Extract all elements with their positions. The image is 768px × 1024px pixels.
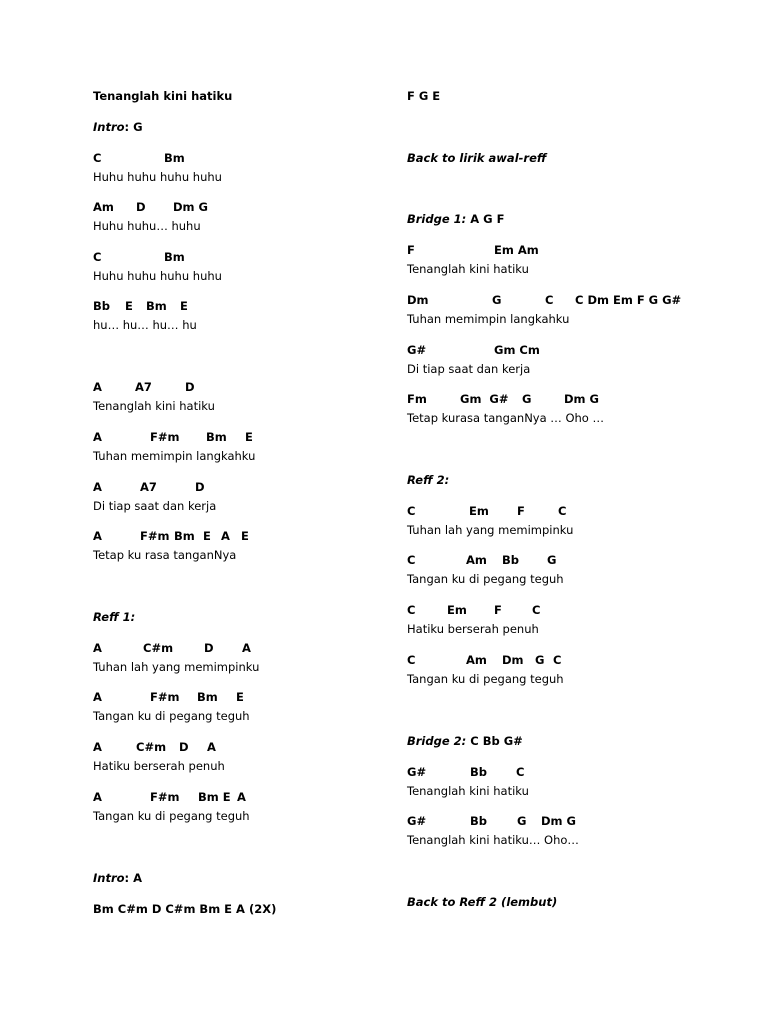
lyric-line: Tangan ku di pegang teguh (93, 809, 250, 823)
intro-line (93, 120, 143, 134)
lyric-line: Huhu huhu huhu huhu (93, 170, 222, 184)
chord: Am (466, 653, 487, 667)
lyric-line: Di tiap saat dan kerja (407, 362, 531, 376)
reff2-label: Reff 2: (407, 473, 450, 487)
chord: C (407, 553, 416, 567)
chord: F (407, 243, 415, 257)
chord: C#m (136, 740, 167, 754)
chord-line (93, 380, 383, 394)
chord: Dm (407, 293, 429, 307)
lyric-line: Tuhan memimpin langkahku (93, 449, 256, 463)
lyric-line: Tangan ku di pegang teguh (407, 672, 564, 686)
chord: C (93, 250, 102, 264)
chord: C (93, 151, 102, 165)
chord: D (136, 200, 146, 214)
chord: C (532, 603, 541, 617)
chord: Bm E (198, 790, 231, 804)
chord: C (558, 504, 567, 518)
back-to-reff2-note: Back to Reff 2 (lembut) (407, 895, 558, 909)
chord: E (241, 529, 249, 543)
chord: F#m (150, 430, 180, 444)
chord-line (93, 480, 383, 494)
lyric-line: hu… hu… hu… hu (93, 318, 197, 332)
chord: Bm (146, 299, 167, 313)
chord: D (204, 641, 214, 655)
chord: Am (466, 553, 487, 567)
chord: C#m (143, 641, 174, 655)
chord: G (535, 653, 545, 667)
chord: C (407, 653, 416, 667)
chord: A7 (140, 480, 157, 494)
chord: A (93, 480, 102, 494)
chord: E (180, 299, 188, 313)
bridge1-line (407, 212, 504, 226)
lyric-line: Tenanglah kini hatiku… Oho… (407, 833, 579, 847)
reff1-label: Reff 1: (93, 610, 136, 624)
lyric-line: Tetap ku rasa tanganNya (93, 548, 237, 562)
chord: C (407, 603, 416, 617)
bridge1-value: A G F (466, 212, 505, 226)
lyric-line: Tangan ku di pegang teguh (407, 572, 564, 586)
chord: G (547, 553, 557, 567)
bridge2-line (407, 734, 523, 748)
lyric-line: Di tiap saat dan kerja (93, 499, 217, 513)
chord-line (407, 343, 737, 357)
chord-line (407, 603, 737, 617)
bridge2-value: C Bb G# (466, 734, 523, 748)
chord: G# (407, 343, 427, 357)
chord: Bm (197, 690, 218, 704)
chord: E (245, 430, 253, 444)
chord: C (407, 504, 416, 518)
chord-line (407, 293, 737, 307)
chord: Gm Cm (494, 343, 540, 357)
chord: Bm (164, 250, 185, 264)
lyric-line: Tenanglah kini hatiku (93, 399, 215, 413)
chord-line (407, 392, 737, 406)
intro-line (93, 871, 142, 885)
chord: Em (469, 504, 489, 518)
chord-line (93, 641, 383, 655)
lyric-line: Hatiku berserah penuh (93, 759, 225, 773)
chord-line (93, 250, 383, 264)
chord: Dm G (564, 392, 599, 406)
chord: F#m (140, 529, 170, 543)
chord: Bm (206, 430, 227, 444)
fge-chords: F G E (407, 89, 441, 103)
bridge1-label: Bridge 1: (407, 212, 467, 226)
chord-line (93, 430, 383, 444)
chord: Bb (470, 765, 487, 779)
chord-line (93, 299, 383, 313)
lyric-line: Tuhan lah yang memimpinku (407, 523, 574, 537)
chord: F#m (150, 690, 180, 704)
chord: D (195, 480, 205, 494)
chord: Em (447, 603, 467, 617)
chord: A7 (135, 380, 152, 394)
chord: Fm (407, 392, 427, 406)
chord: A (237, 790, 246, 804)
chord-line (407, 243, 737, 257)
chord: A (93, 641, 102, 655)
chord: E (203, 529, 211, 543)
chord-line (93, 790, 383, 804)
lyric-line: Tuhan lah yang memimpinku (93, 660, 260, 674)
lyric-line: Tenanglah kini hatiku (407, 784, 529, 798)
chord-line (93, 740, 383, 754)
bridge2-label: Bridge 2: (407, 734, 467, 748)
chord-line (93, 200, 383, 214)
song-title: Tenanglah kini hatiku (93, 89, 233, 103)
intro-value: : A (124, 871, 143, 885)
chord-line (407, 653, 737, 667)
chord: Dm G (173, 200, 208, 214)
chord: A (93, 690, 102, 704)
lyric-line: Tetap kurasa tanganNya … Oho … (407, 411, 604, 425)
lyric-line: Huhu huhu huhu huhu (93, 269, 222, 283)
chord: A (242, 641, 251, 655)
chord: A (221, 529, 230, 543)
chord-line (407, 553, 737, 567)
chord: F (494, 603, 502, 617)
chord: A (93, 380, 102, 394)
chord: A (93, 740, 102, 754)
chord: G# (407, 765, 427, 779)
intro-label: Intro (93, 120, 125, 134)
chord-line (407, 765, 737, 779)
chord-line (407, 504, 737, 518)
chord: D (185, 380, 195, 394)
lyric-line: Hatiku berserah penuh (407, 622, 539, 636)
chord: Am (93, 200, 114, 214)
chord: F#m (150, 790, 180, 804)
chord: G (517, 814, 527, 828)
chord: Bb (502, 553, 519, 567)
chord: F (517, 504, 525, 518)
chord: A (93, 430, 102, 444)
chord: A (93, 790, 102, 804)
chord: Dm G (541, 814, 576, 828)
chord-line (407, 814, 737, 828)
chord: Bb (93, 299, 110, 313)
chord: C (545, 293, 554, 307)
chord: D (179, 740, 189, 754)
chord: E (236, 690, 244, 704)
intro-label: Intro (93, 871, 125, 885)
chord: G (522, 392, 532, 406)
chord: C (516, 765, 525, 779)
chord: A (207, 740, 216, 754)
chord: Dm (502, 653, 524, 667)
chord-line (93, 151, 383, 165)
outro-chords: Bm C#m D C#m Bm E A (2X) (93, 902, 277, 916)
chord: Em Am (494, 243, 539, 257)
chord: Gm G# (460, 392, 509, 406)
chord: Bm (174, 529, 195, 543)
lyric-line: Tenanglah kini hatiku (407, 262, 529, 276)
lyric-line: Tangan ku di pegang teguh (93, 709, 250, 723)
chord-line (93, 690, 383, 704)
back-to-reff-note: Back to lirik awal-reff (407, 151, 547, 165)
chord: C (553, 653, 562, 667)
chord: A (93, 529, 102, 543)
lyric-line: Huhu huhu… huhu (93, 219, 201, 233)
chord-line (93, 529, 383, 543)
chord: E (125, 299, 133, 313)
lyric-line: Tuhan memimpin langkahku (407, 312, 570, 326)
chord: C Dm Em F G G# (575, 293, 682, 307)
chord: Bb (470, 814, 487, 828)
intro-value: : G (124, 120, 143, 134)
chord: G (492, 293, 502, 307)
chord: G# (407, 814, 427, 828)
chord: Bm (164, 151, 185, 165)
